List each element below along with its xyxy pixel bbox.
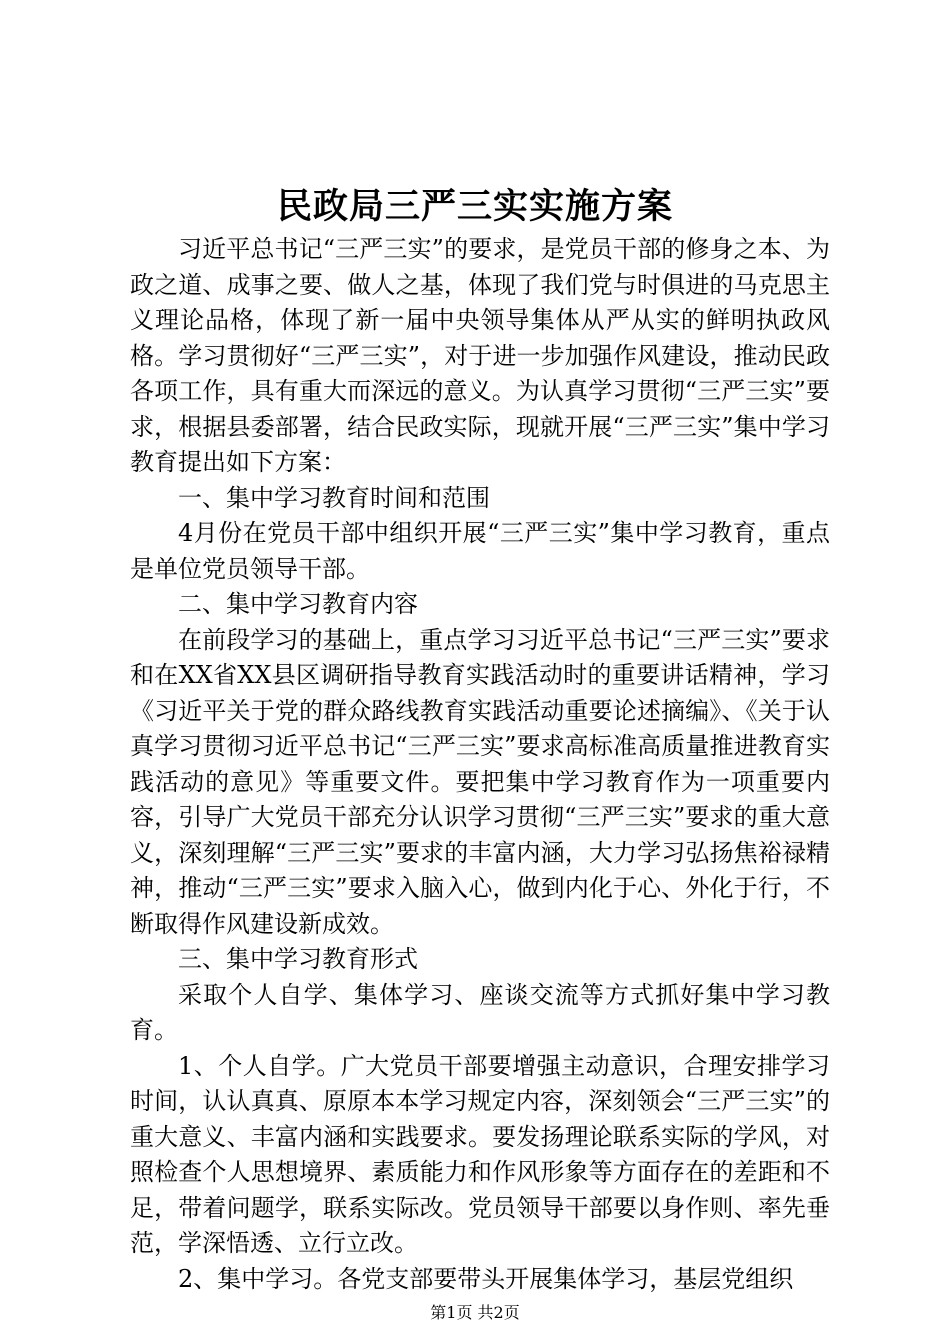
intro-paragraph: 习近平总书记“三严三实”的要求，是党员干部的修身之本、为政之道、成事之要、做人之基，体现了我们党与时俱进的马克思主义理论品格，体现了新一届中央领导集体从严从实的鲜明执政风格。学习贯彻好“三严三实”，对于进一步加强作风建设，推动民政各项工作，具有重大而深远的意义。为认真学习贯彻“三严三实”要求，根据县委部署，结合民政实际，现就开展“三严三实”集中学习教育提出如下方案： <box>130 235 830 476</box>
document-body <box>130 232 830 1297</box>
section-2-paragraph: 在前段学习的基础上，重点学习习近平总书记“三严三实”要求和在XX省XX县区调研指导教育实践活动时的重要讲话精神，学习《习近平关于党的群众路线教育实践活动重要论述摘编》、《关于认真学习贯彻习近平总书记“三严三实”要求高标准高质量推进教育实践活动的意见》等重要文件。要把集中学习教育作为一项重要内容，引导广大党员干部充分认识学习贯彻“三严三实”要求的重大意义，深刻理解“三严三实”要求的丰富内涵，大力学习弘扬焦裕禄精神，推动“三严三实”要求入脑入心，做到内化于心、外化于行，不断取得作风建设新成效。 <box>130 625 830 938</box>
section-heading-3: 三、集中学习教育形式 <box>178 945 418 973</box>
section-3-paragraph: 采取个人自学、集体学习、座谈交流等方式抓好集中学习教育。 <box>130 980 830 1044</box>
item-2-paragraph: 2、集中学习。各党支部要带头开展集体学习，基层党组织 <box>178 1264 794 1293</box>
section-heading-2: 二、集中学习教育内容 <box>178 590 418 618</box>
document-title: 民政局三严三实实施方案 <box>276 186 673 227</box>
item-1-paragraph: 1、个人自学。广大党员干部要增强主动意识，合理安排学习时间，认认真真、原原本本学习规定内容，深刻领会“三严三实”的重大意义、丰富内涵和实践要求。要发扬理论联系实际的学风，对照检查个人思想境界、素质能力和作风形象等方面存在的差距和不足，带着问题学，联系实际改。党员领导干部要以身作则、率先垂范，学深悟透、立行立改。 <box>130 1051 830 1257</box>
section-1-paragraph: 4月份在党员干部中组织开展“三严三实”集中学习教育，重点是单位党员领导干部。 <box>130 519 830 583</box>
section-heading-1: 一、集中学习教育时间和范围 <box>178 483 490 512</box>
page-footer: 第1页 共2页 <box>430 1303 520 1322</box>
